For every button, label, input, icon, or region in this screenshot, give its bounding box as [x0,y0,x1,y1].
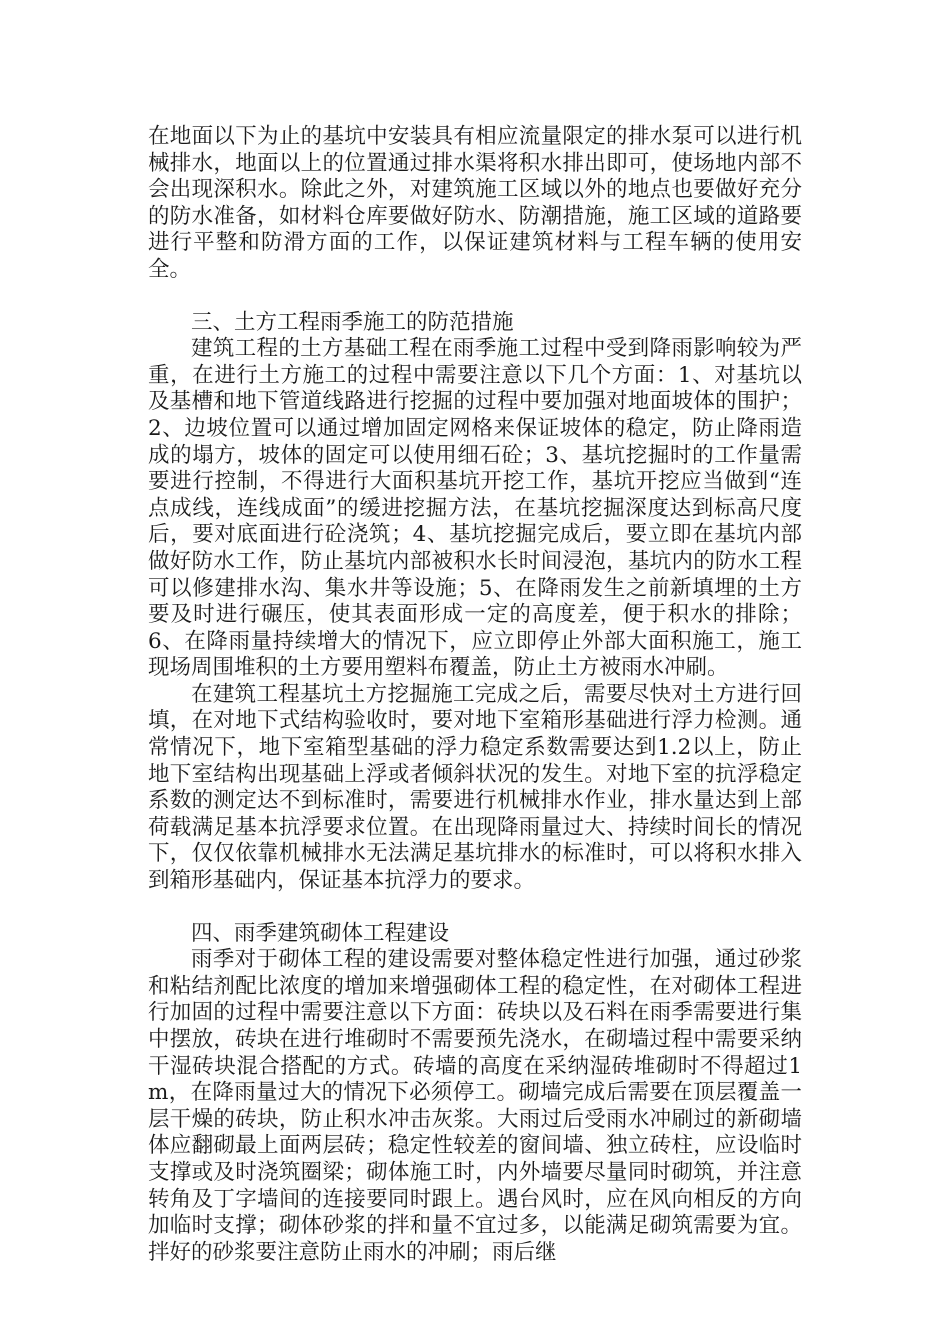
section-heading-earthwork: 三、土方工程雨季施工的防范措施 [191,309,514,335]
section-heading-masonry: 四、雨季建筑砌体工程建设 [191,920,450,946]
body-paragraph-earthwork-measures: 建筑工程的土方基础工程在雨季施工过程中受到降雨影响较为严重，在进行土方施工的过程中需要注意以下几个方面：1、对基坑以及基槽和地下管道线路进行挖掘的过程中要加强对地面坡体的围护；2、边坡位置可以通过增加固定网格来保证坡体的稳定，防止降雨造成的塌方，坡体的固定可以使用细石砼；3、基坑挖掘时的工作量需要进行控制，不得进行大面积基坑开挖工作，基坑开挖应当做到“连点成线，连线成面”的缓进挖掘方法，在基坑挖掘深度达到标高尺度后，要对底面进行砼浇筑；4、基坑挖掘完成后，要立即在基坑内部做好防水工作，防止基坑内部被积水长时间浸泡，基坑内的防水工程可以修建排水沟、集水井等设施；5、在降雨发生之前新填埋的土方要及时进行碾压，使其表面形成一定的高度差，便于积水的排除；6、在降雨量持续增大的情况下，应立即停止外部大面积施工，施工现场周围堆积的土方要用塑料布覆盖，防止土方被雨水冲刷。 [148,336,802,681]
body-paragraph-masonry: 雨季对于砌体工程的建设需要对整体稳定性进行加强，通过砂浆和粘结剂配比浓度的增加来增强砌体工程的稳定性，在对砌体工程进行加固的过程中需要注意以下方面：砖块以及石料在雨季需要进行集中摆放，砖块在进行堆砌时不需要预先浇水，在砌墙过程中需要采纳干湿砖块混合搭配的方式。砖墙的高度在采纳湿砖堆砌时不得超过1m，在降雨量过大的情况下必须停工。砌墙完成后需要在顶层覆盖一层干燥的砖块，防止积水冲击灰浆。大雨过后受雨水冲刷过的新砌墙体应翻砌最上面两层砖；稳定性较差的窗间墙、独立砖柱，应设临时支撑或及时浇筑圈梁；砌体施工时，内外墙要尽量同时砌筑，并注意转角及丁字墙间的连接要同时跟上。遇台风时，应在风向相反的方向加临时支撑；砌体砂浆的拌和量不宜过多，以能满足砌筑需要为宜。拌好的砂浆要注意防止雨水的冲刷；雨后继 [148,947,802,1265]
body-paragraph-backfill: 在建筑工程基坑土方挖掘施工完成之后，需要尽快对土方进行回填，在对地下式结构验收时，要对地下室箱形基础进行浮力检测。通常情况下，地下室箱型基础的浮力稳定系数需要达到1.2以上，防止地下室结构出现基础上浮或者倾斜状况的发生。对地下室的抗浮稳定系数的测定达不到标准时，需要进行机械排水作业，排水量达到上部荷载满足基本抗浮要求位置。在出现降雨量过大、持续时间长的情况下，仅仅依靠机械排水无法满足基坑排水的标准时，可以将积水排入到箱形基础内，保证基本抗浮力的要求。 [148,681,802,894]
document-page [148,124,802,1266]
paragraph-gap [148,895,802,921]
body-paragraph-drainage: 在地面以下为止的基坑中安装具有相应流量限定的排水泵可以进行机械排水，地面以上的位置通过排水渠将积水排出即可，使场地内部不会出现深积水。除此之外，对建筑施工区域以外的地点也要做好充分的防水准备，如材料仓库要做好防水、防潮措施，施工区域的道路要进行平整和防滑方面的工作，以保证建筑材料与工程车辆的使用安全。 [148,124,802,282]
paragraph-gap [148,284,802,310]
